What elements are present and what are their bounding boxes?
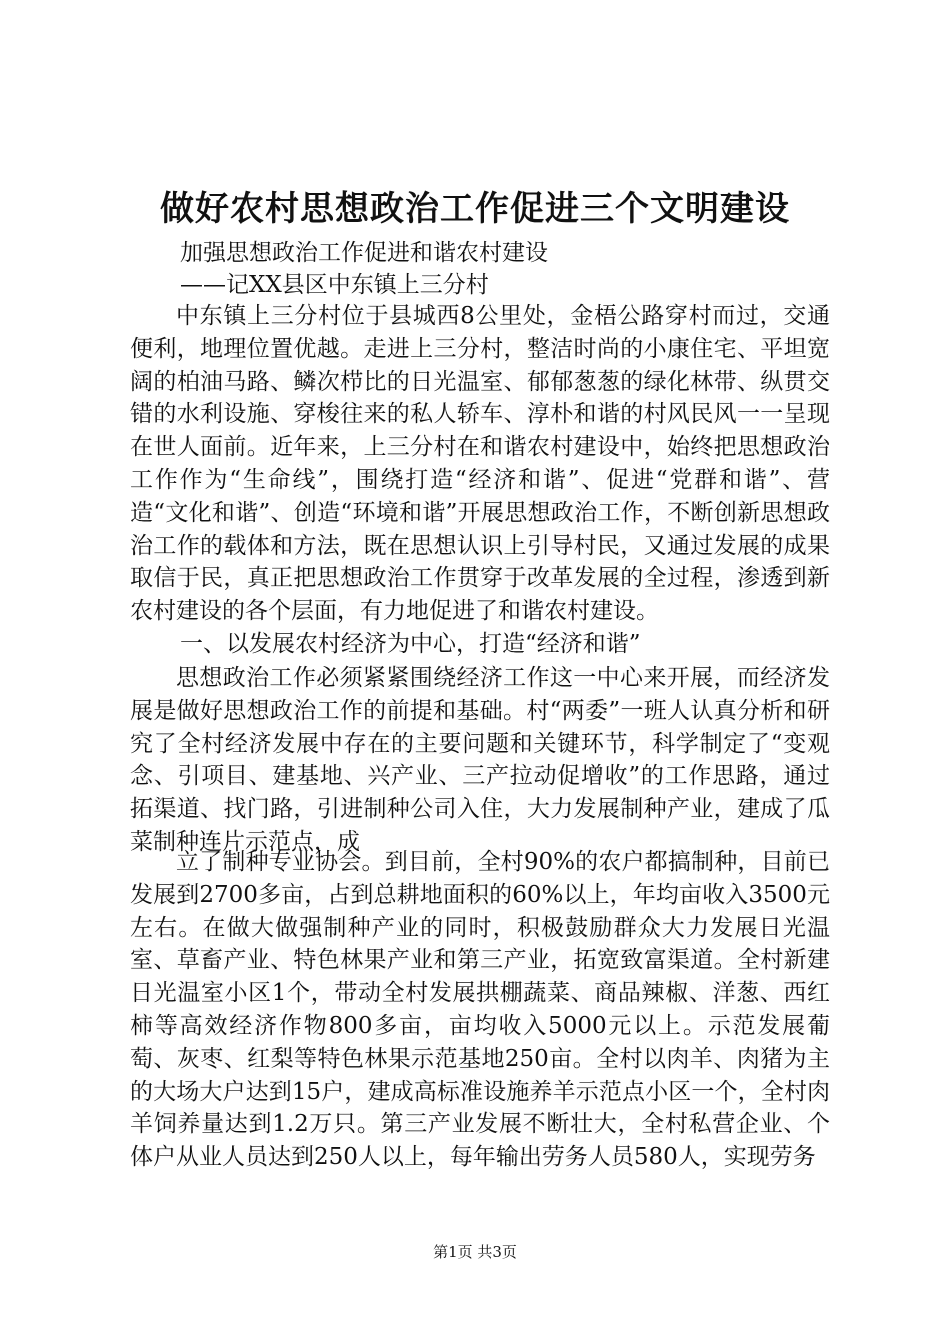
paragraph-seed-industry: 立了制种专业协会。到目前，全村90%的农户都搞制种，目前已发展到2700多亩，占到总耕地面积的60%以上，年均亩收入3500元左右。在做大做强制种产业的同时，积极鼓励群众大力发展日光温室、草畜产业、特色林果产业和第三产业，拓宽致富渠道。全村新建日光温室小区1个，带动全村发展拱棚蔬菜、商品辣椒、洋葱、西红柿等高效经济作物800多亩，亩均收入5000元以上。示范发展葡萄、灰枣、红梨等特色林果示范基地250亩。全村以肉羊、肉猪为主的大场大户达到15户，建成高标准设施养羊示范点小区一个，全村肉羊饲养量达到1.2万只。第三产业发展不断壮大，全村私营企业、个体户从业人员达到250人以上，每年输出劳务人员580人，实现劳务 [130,849,830,1171]
page-footer: 第1页 共3页 [433,1243,517,1261]
section-heading: 一、以发展农村经济为中心，打造“经济和谐” [180,631,641,657]
paragraph-intro: 中东镇上三分村位于县城西8公里处，金梧公路穿村而过，交通便利，地理位置优越。走进上三分村，整洁时尚的小康住宅、平坦宽阔的柏油马路、鳞次栉比的日光温室、郁郁葱葱的绿化林带、纵贯交错的水利设施、穿梭往来的私人轿车、淳朴和谐的村风民风一一呈现在世人面前。近年来，上三分村在和谐农村建设中，始终把思想政治工作作为“生命线”，围绕打造“经济和谐”、促进“党群和谐”、营造“文化和谐”、创造“环境和谐”开展思想政治工作，不断创新思想政治工作的载体和方法，既在思想认识上引导村民，又通过发展的成果取信于民，真正把思想政治工作贯穿于改革发展的全过程，渗透到新农村建设的各个层面，有力地促进了和谐农村建设。 [130,303,830,625]
document-title: 做好农村思想政治工作促进三个文明建设 [160,189,790,229]
paragraph-economy: 思想政治工作必须紧紧围绕经济工作这一中心来开展，而经济发展是做好思想政治工作的前提和基础。村“两委”一班人认真分析和研究了全村经济发展中存在的主要问题和关键环节，科学制定了“变观念、引项目、建基地、兴产业、三产拉动促增收”的工作思路，通过拓渠道、找门路，引进制种公司入住，大力发展制种产业，建成了瓜菜制种连片示范点，成 [130,665,830,855]
document-byline: ——记XX县区中东镇上三分村 [180,272,489,298]
document-subtitle: 加强思想政治工作促进和谐农村建设 [180,240,548,266]
